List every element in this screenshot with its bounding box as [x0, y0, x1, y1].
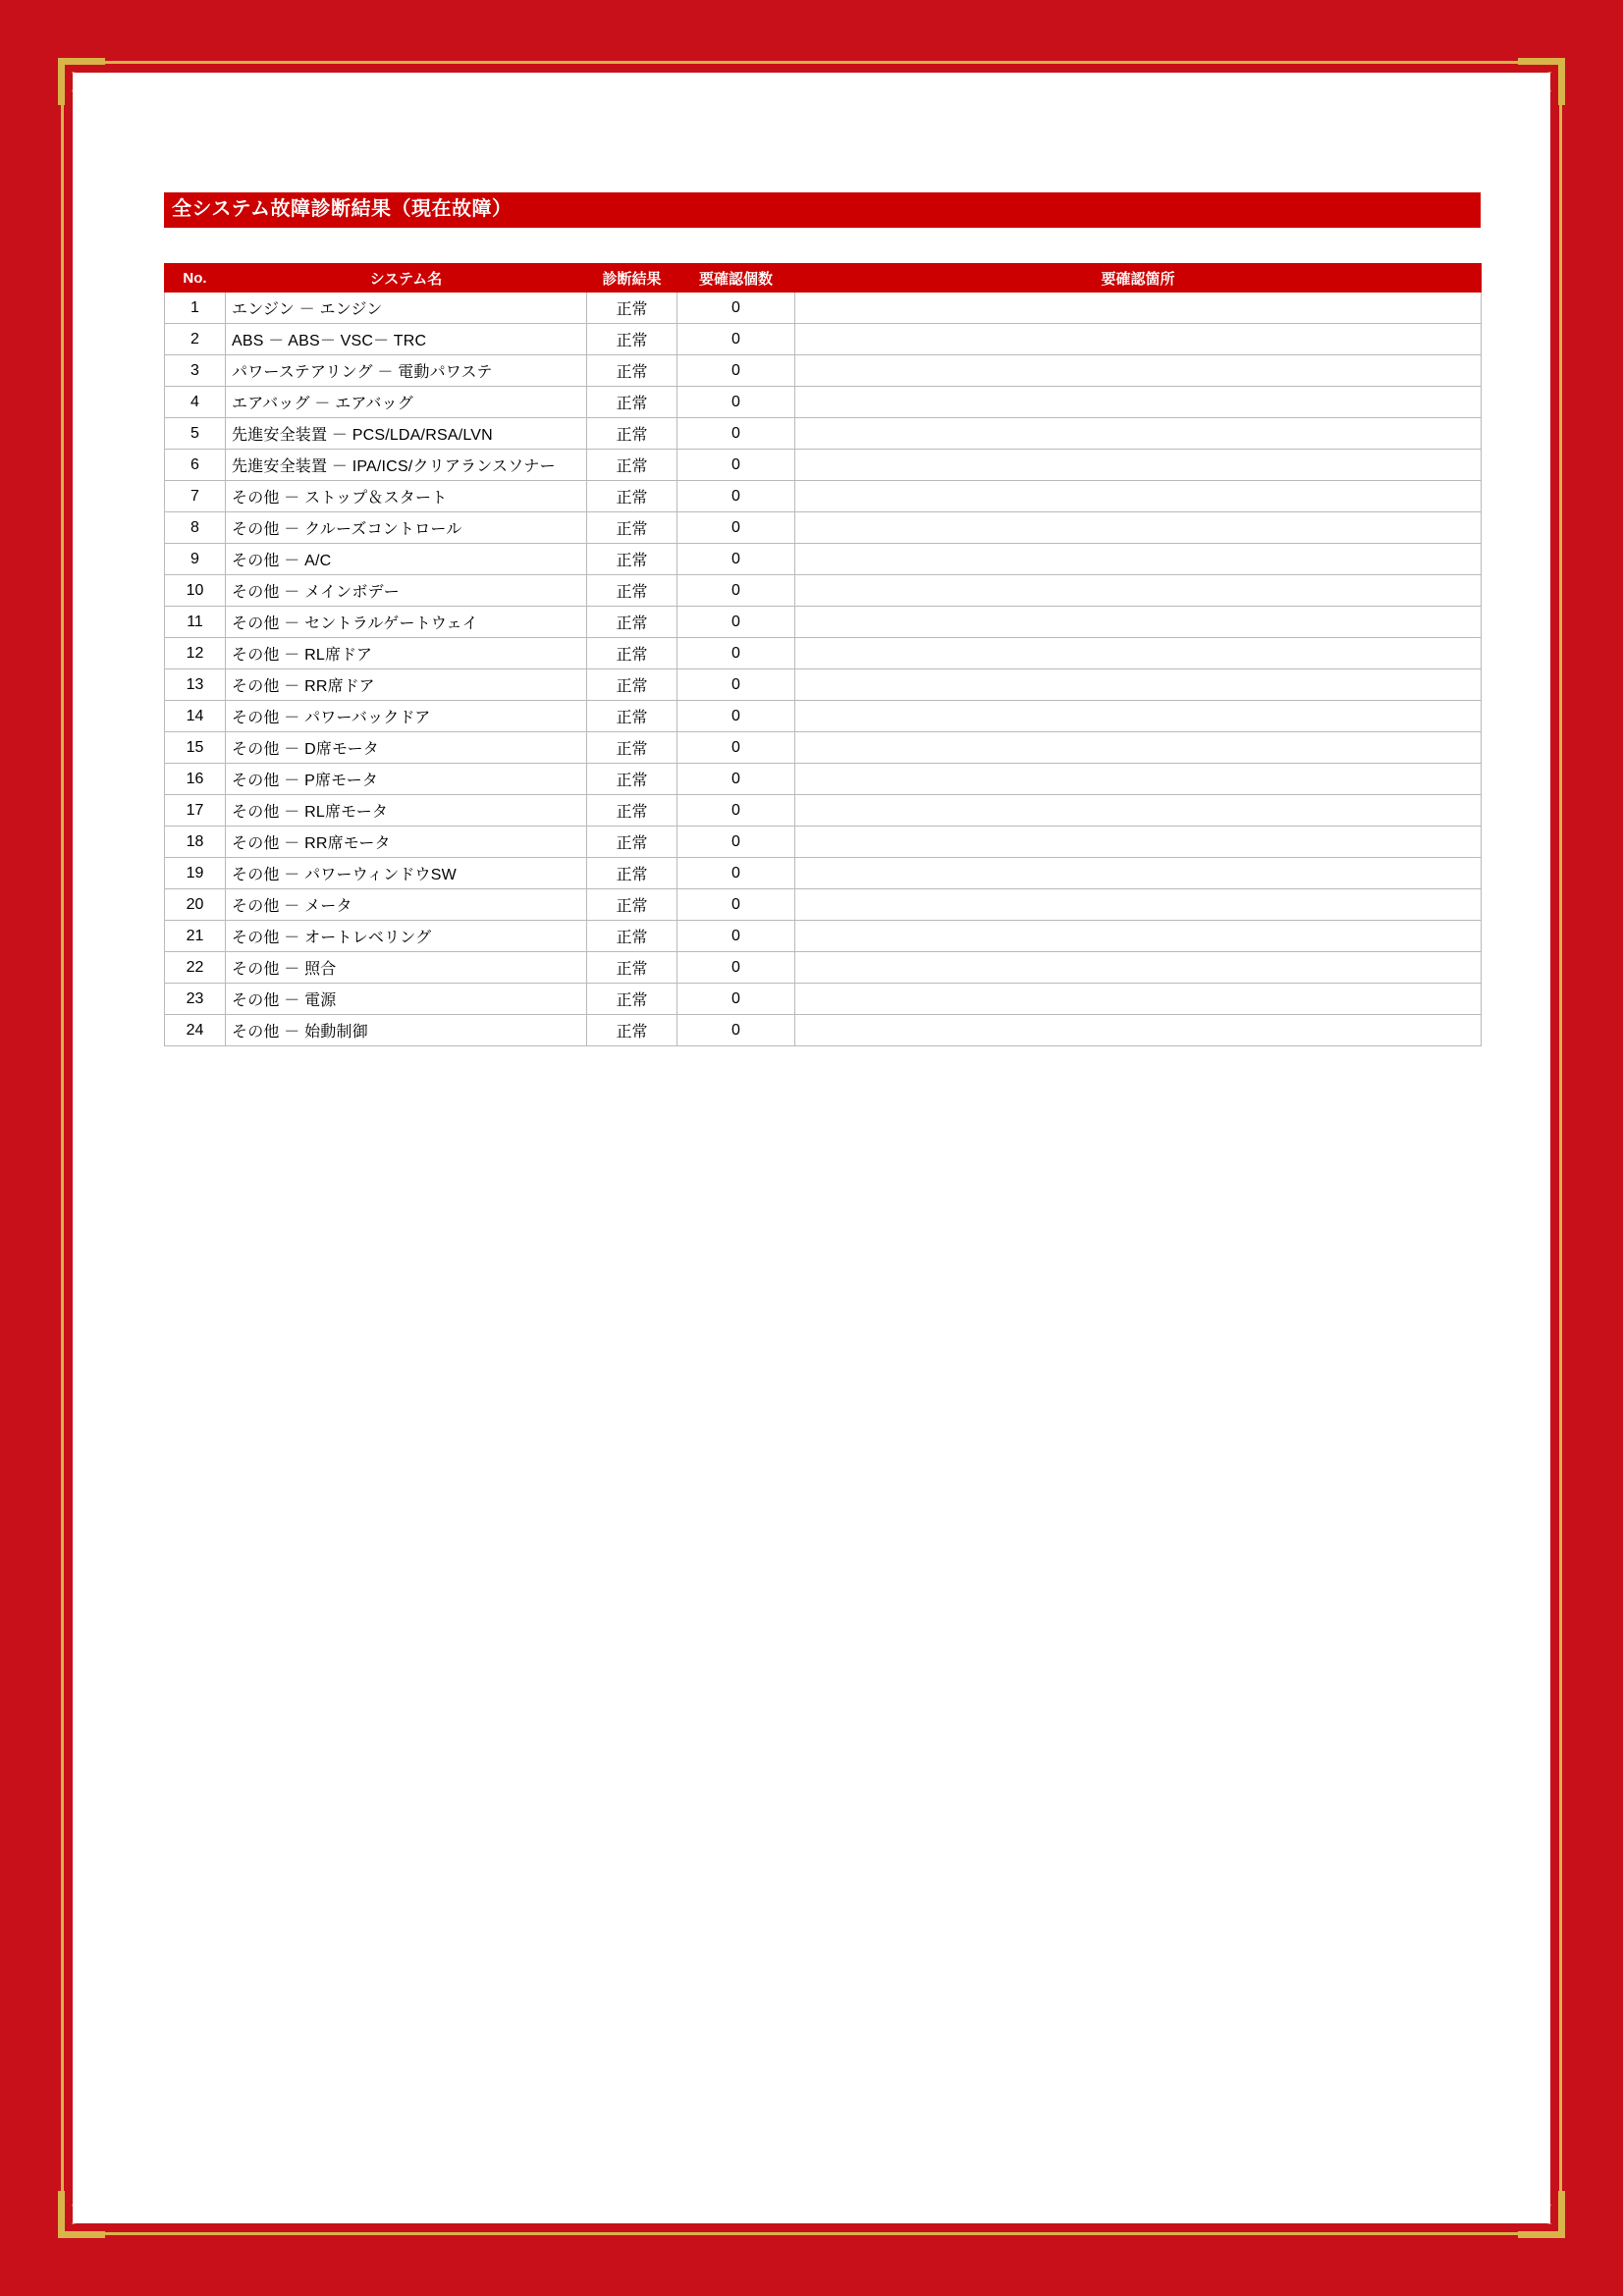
- cell-result: 正常: [587, 575, 677, 607]
- cell-no: 16: [165, 764, 226, 795]
- cell-system: その他 － P席モータ: [226, 764, 587, 795]
- cell-system: エンジン － エンジン: [226, 293, 587, 324]
- cell-no: 1: [165, 293, 226, 324]
- cell-result: 正常: [587, 921, 677, 952]
- table-row: [165, 827, 1482, 858]
- cell-system: その他 － A/C: [226, 544, 587, 575]
- table-row: [165, 795, 1482, 827]
- table-row: [165, 544, 1482, 575]
- cell-check: [795, 669, 1482, 701]
- cell-system: パワーステアリング － 電動パワステ: [226, 355, 587, 387]
- cell-check: [795, 764, 1482, 795]
- table-row: [165, 921, 1482, 952]
- cell-count: 0: [677, 795, 795, 827]
- cell-system: その他 － 電源: [226, 984, 587, 1015]
- cell-check: [795, 607, 1482, 638]
- table-row: [165, 481, 1482, 512]
- cell-count: 0: [677, 575, 795, 607]
- cell-count: 0: [677, 952, 795, 984]
- cell-check: [795, 481, 1482, 512]
- table-row: [165, 638, 1482, 669]
- cell-check: [795, 858, 1482, 889]
- cell-check: [795, 1015, 1482, 1046]
- cell-count: 0: [677, 324, 795, 355]
- cell-system: その他 － パワーウィンドウSW: [226, 858, 587, 889]
- cell-result: 正常: [587, 795, 677, 827]
- cell-check: [795, 827, 1482, 858]
- cell-no: 12: [165, 638, 226, 669]
- cell-system: その他 － パワーバックドア: [226, 701, 587, 732]
- column-header-count: 要確認個数: [677, 264, 795, 293]
- cell-result: 正常: [587, 512, 677, 544]
- column-header-no: No.: [165, 264, 226, 293]
- cell-no: 6: [165, 450, 226, 481]
- cell-no: 21: [165, 921, 226, 952]
- cell-result: 正常: [587, 324, 677, 355]
- cell-count: 0: [677, 387, 795, 418]
- cell-no: 23: [165, 984, 226, 1015]
- cell-count: 0: [677, 544, 795, 575]
- cell-result: 正常: [587, 827, 677, 858]
- cell-count: 0: [677, 732, 795, 764]
- cell-check: [795, 889, 1482, 921]
- cell-no: 14: [165, 701, 226, 732]
- table-row: [165, 858, 1482, 889]
- cell-check: [795, 293, 1482, 324]
- table-header-row: [165, 264, 1482, 293]
- cell-count: 0: [677, 638, 795, 669]
- cell-count: 0: [677, 701, 795, 732]
- table-row: [165, 984, 1482, 1015]
- cell-result: 正常: [587, 293, 677, 324]
- cell-result: 正常: [587, 418, 677, 450]
- cell-check: [795, 512, 1482, 544]
- cell-system: その他 － セントラルゲートウェイ: [226, 607, 587, 638]
- cell-no: 9: [165, 544, 226, 575]
- cell-check: [795, 418, 1482, 450]
- cell-system: 先進安全装置 － PCS/LDA/RSA/LVN: [226, 418, 587, 450]
- cell-no: 4: [165, 387, 226, 418]
- table-row: [165, 1015, 1482, 1046]
- column-header-check: 要確認箇所: [795, 264, 1482, 293]
- cell-system: その他 － D席モータ: [226, 732, 587, 764]
- cell-no: 5: [165, 418, 226, 450]
- cell-check: [795, 324, 1482, 355]
- cell-system: その他 － RL席モータ: [226, 795, 587, 827]
- cell-result: 正常: [587, 607, 677, 638]
- table-row: [165, 701, 1482, 732]
- table-row: [165, 732, 1482, 764]
- cell-result: 正常: [587, 889, 677, 921]
- report-content: [164, 192, 1481, 1046]
- cell-result: 正常: [587, 1015, 677, 1046]
- table-row: [165, 324, 1482, 355]
- table-row: [165, 764, 1482, 795]
- cell-check: [795, 795, 1482, 827]
- cell-system: その他 － 照合: [226, 952, 587, 984]
- cell-count: 0: [677, 764, 795, 795]
- cell-system: その他 － RR席モータ: [226, 827, 587, 858]
- cell-count: 0: [677, 418, 795, 450]
- document-page: [73, 73, 1550, 2223]
- cell-no: 24: [165, 1015, 226, 1046]
- cell-no: 20: [165, 889, 226, 921]
- cell-check: [795, 355, 1482, 387]
- cell-result: 正常: [587, 481, 677, 512]
- cell-no: 11: [165, 607, 226, 638]
- cell-check: [795, 387, 1482, 418]
- cell-result: 正常: [587, 984, 677, 1015]
- cell-count: 0: [677, 889, 795, 921]
- cell-result: 正常: [587, 732, 677, 764]
- cell-result: 正常: [587, 669, 677, 701]
- table-row: [165, 355, 1482, 387]
- table-row: [165, 952, 1482, 984]
- cell-no: 17: [165, 795, 226, 827]
- column-header-result: 診断結果: [587, 264, 677, 293]
- diagnostic-results-table: [164, 263, 1482, 1046]
- cell-count: 0: [677, 1015, 795, 1046]
- cell-count: 0: [677, 984, 795, 1015]
- cell-no: 2: [165, 324, 226, 355]
- cell-check: [795, 450, 1482, 481]
- cell-count: 0: [677, 293, 795, 324]
- page-title: 全システム故障診断結果（現在故障）: [164, 192, 1481, 228]
- cell-system: その他 － メータ: [226, 889, 587, 921]
- cell-no: 18: [165, 827, 226, 858]
- cell-result: 正常: [587, 450, 677, 481]
- cell-no: 22: [165, 952, 226, 984]
- column-header-system: システム名: [226, 264, 587, 293]
- cell-no: 13: [165, 669, 226, 701]
- cell-check: [795, 732, 1482, 764]
- cell-system: その他 － メインボデー: [226, 575, 587, 607]
- cell-count: 0: [677, 512, 795, 544]
- table-row: [165, 607, 1482, 638]
- cell-system: ABS － ABS－ VSC－ TRC: [226, 324, 587, 355]
- table-row: [165, 575, 1482, 607]
- table-row: [165, 669, 1482, 701]
- table-row: [165, 889, 1482, 921]
- table-row: [165, 512, 1482, 544]
- cell-result: 正常: [587, 764, 677, 795]
- cell-check: [795, 984, 1482, 1015]
- cell-count: 0: [677, 450, 795, 481]
- table-row: [165, 387, 1482, 418]
- cell-result: 正常: [587, 544, 677, 575]
- cell-system: その他 － クルーズコントロール: [226, 512, 587, 544]
- cell-result: 正常: [587, 387, 677, 418]
- table-row: [165, 293, 1482, 324]
- cell-count: 0: [677, 481, 795, 512]
- cell-result: 正常: [587, 858, 677, 889]
- cell-no: 7: [165, 481, 226, 512]
- cell-result: 正常: [587, 638, 677, 669]
- cell-result: 正常: [587, 355, 677, 387]
- cell-no: 3: [165, 355, 226, 387]
- cell-check: [795, 952, 1482, 984]
- cell-system: その他 － 始動制御: [226, 1015, 587, 1046]
- cell-system: その他 － ストップ＆スタート: [226, 481, 587, 512]
- cell-system: その他 － RR席ドア: [226, 669, 587, 701]
- cell-no: 19: [165, 858, 226, 889]
- cell-no: 15: [165, 732, 226, 764]
- cell-check: [795, 638, 1482, 669]
- cell-no: 10: [165, 575, 226, 607]
- cell-system: 先進安全装置 － IPA/ICS/クリアランスソナー: [226, 450, 587, 481]
- cell-count: 0: [677, 827, 795, 858]
- cell-check: [795, 701, 1482, 732]
- cell-check: [795, 575, 1482, 607]
- cell-count: 0: [677, 921, 795, 952]
- cell-result: 正常: [587, 701, 677, 732]
- cell-count: 0: [677, 669, 795, 701]
- cell-system: その他 － RL席ドア: [226, 638, 587, 669]
- table-row: [165, 418, 1482, 450]
- cell-check: [795, 921, 1482, 952]
- cell-count: 0: [677, 858, 795, 889]
- cell-check: [795, 544, 1482, 575]
- cell-result: 正常: [587, 952, 677, 984]
- table-row: [165, 450, 1482, 481]
- cell-system: その他 － オートレベリング: [226, 921, 587, 952]
- cell-no: 8: [165, 512, 226, 544]
- cell-system: エアバッグ － エアバッグ: [226, 387, 587, 418]
- cell-count: 0: [677, 355, 795, 387]
- table-body: [165, 293, 1482, 1046]
- cell-count: 0: [677, 607, 795, 638]
